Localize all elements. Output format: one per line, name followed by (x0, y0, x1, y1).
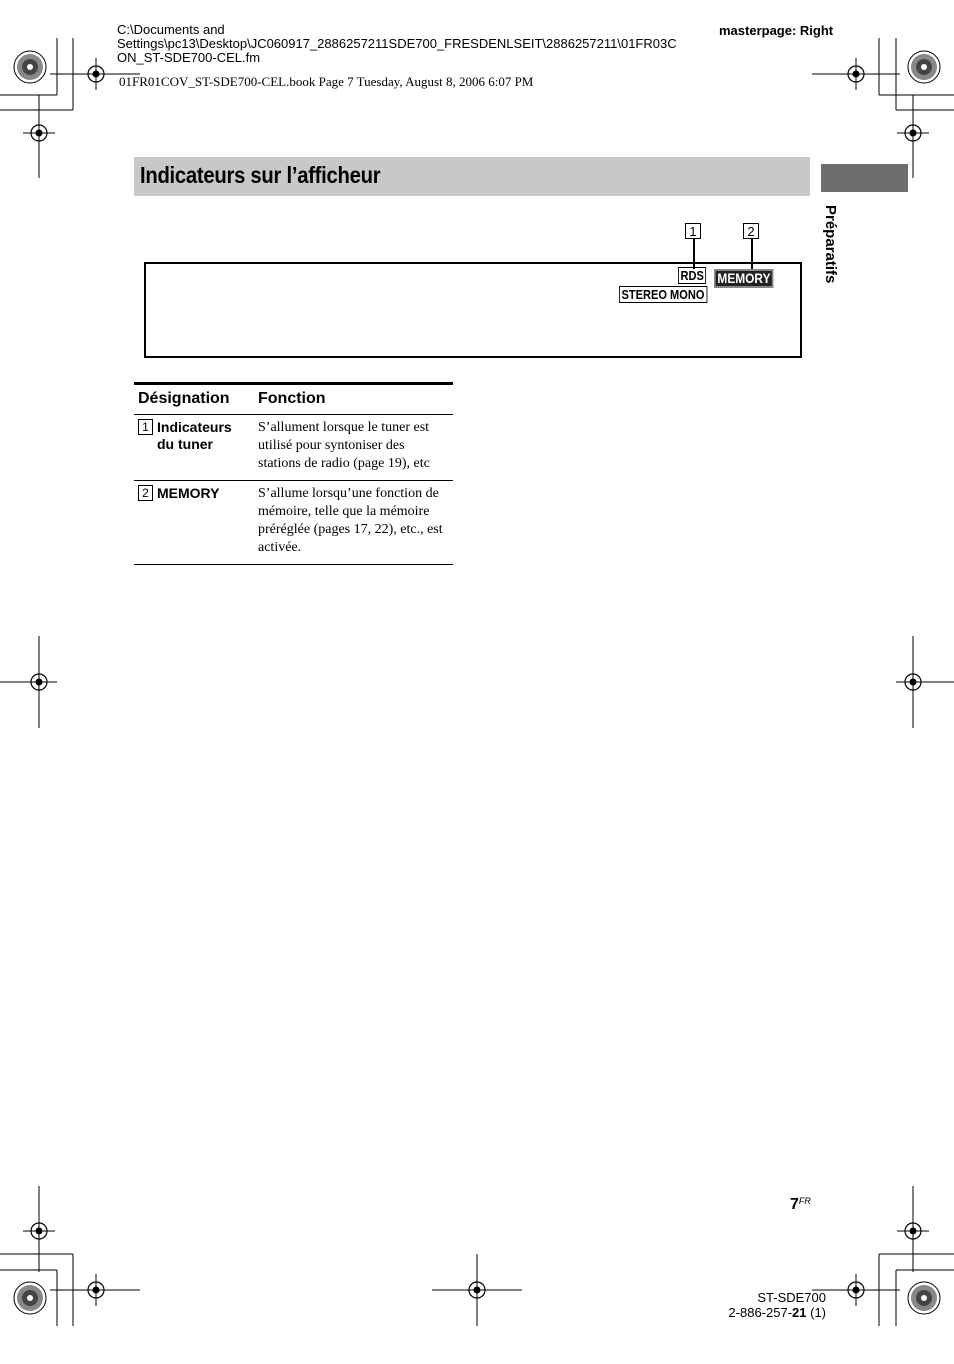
callout-2: 2 (743, 223, 759, 239)
row-number-badge: 2 (138, 485, 153, 501)
file-path (117, 23, 717, 65)
designation-cell (134, 481, 254, 565)
file-path-line-2: Settings\pc13\Desktop\JC060917_2886257211SDE700_FRESDENLSEIT\2886257211\01FR03C (117, 36, 677, 51)
table-row (134, 415, 453, 481)
indicator-table (134, 382, 453, 565)
designation-label: MEMORY (157, 485, 220, 501)
masterpage-label: masterpage: Right (719, 23, 834, 38)
model-number: ST-SDE700 (757, 1290, 826, 1305)
section-title: Indicateurs sur l’afficheur (140, 162, 381, 188)
part-number-prefix: 2-886-257- (728, 1305, 793, 1320)
file-path-line-3: ON_ST-SDE700-CEL.fm (117, 50, 261, 65)
indicator-memory: MEMORY (714, 269, 774, 288)
function-cell: S’allume lorsqu’une fonction de mémoire, telle que la mémoire préréglée (pages 17, 22), etc., est activée. (254, 481, 453, 565)
row-number-badge: 1 (138, 419, 153, 435)
indicator-rds: RDS (678, 267, 706, 284)
part-number-suffix: (1) (806, 1305, 826, 1320)
callout-1: 1 (685, 223, 701, 239)
page-number-suffix: FR (798, 1196, 811, 1206)
page-number (790, 1196, 811, 1214)
side-tab-label: Préparatifs (822, 205, 839, 284)
file-path-line-1: C:\Documents and (117, 22, 225, 37)
book-info: 01FR01COV_ST-SDE700-CEL.book Page 7 Tuesday, August 8, 2006 6:07 PM (119, 74, 534, 89)
indicator-stereo-mono: STEREO MONO (619, 286, 707, 303)
table-row (134, 481, 453, 565)
column-header-designation: Désignation (134, 384, 254, 415)
page-number-value: 7 (790, 1196, 799, 1213)
table-header-row (134, 384, 453, 415)
column-header-function: Fonction (254, 384, 453, 415)
part-number (724, 1305, 826, 1320)
designation-cell (134, 415, 254, 481)
function-cell: S’allument lorsque le tuner est utilisé pour syntoniser des stations de radio (page 19), etc (254, 415, 453, 481)
side-tab (821, 164, 908, 192)
designation-label: Indicateurs du tuner (157, 419, 232, 452)
footer-info (724, 1290, 826, 1320)
part-number-bold: 21 (792, 1305, 807, 1320)
